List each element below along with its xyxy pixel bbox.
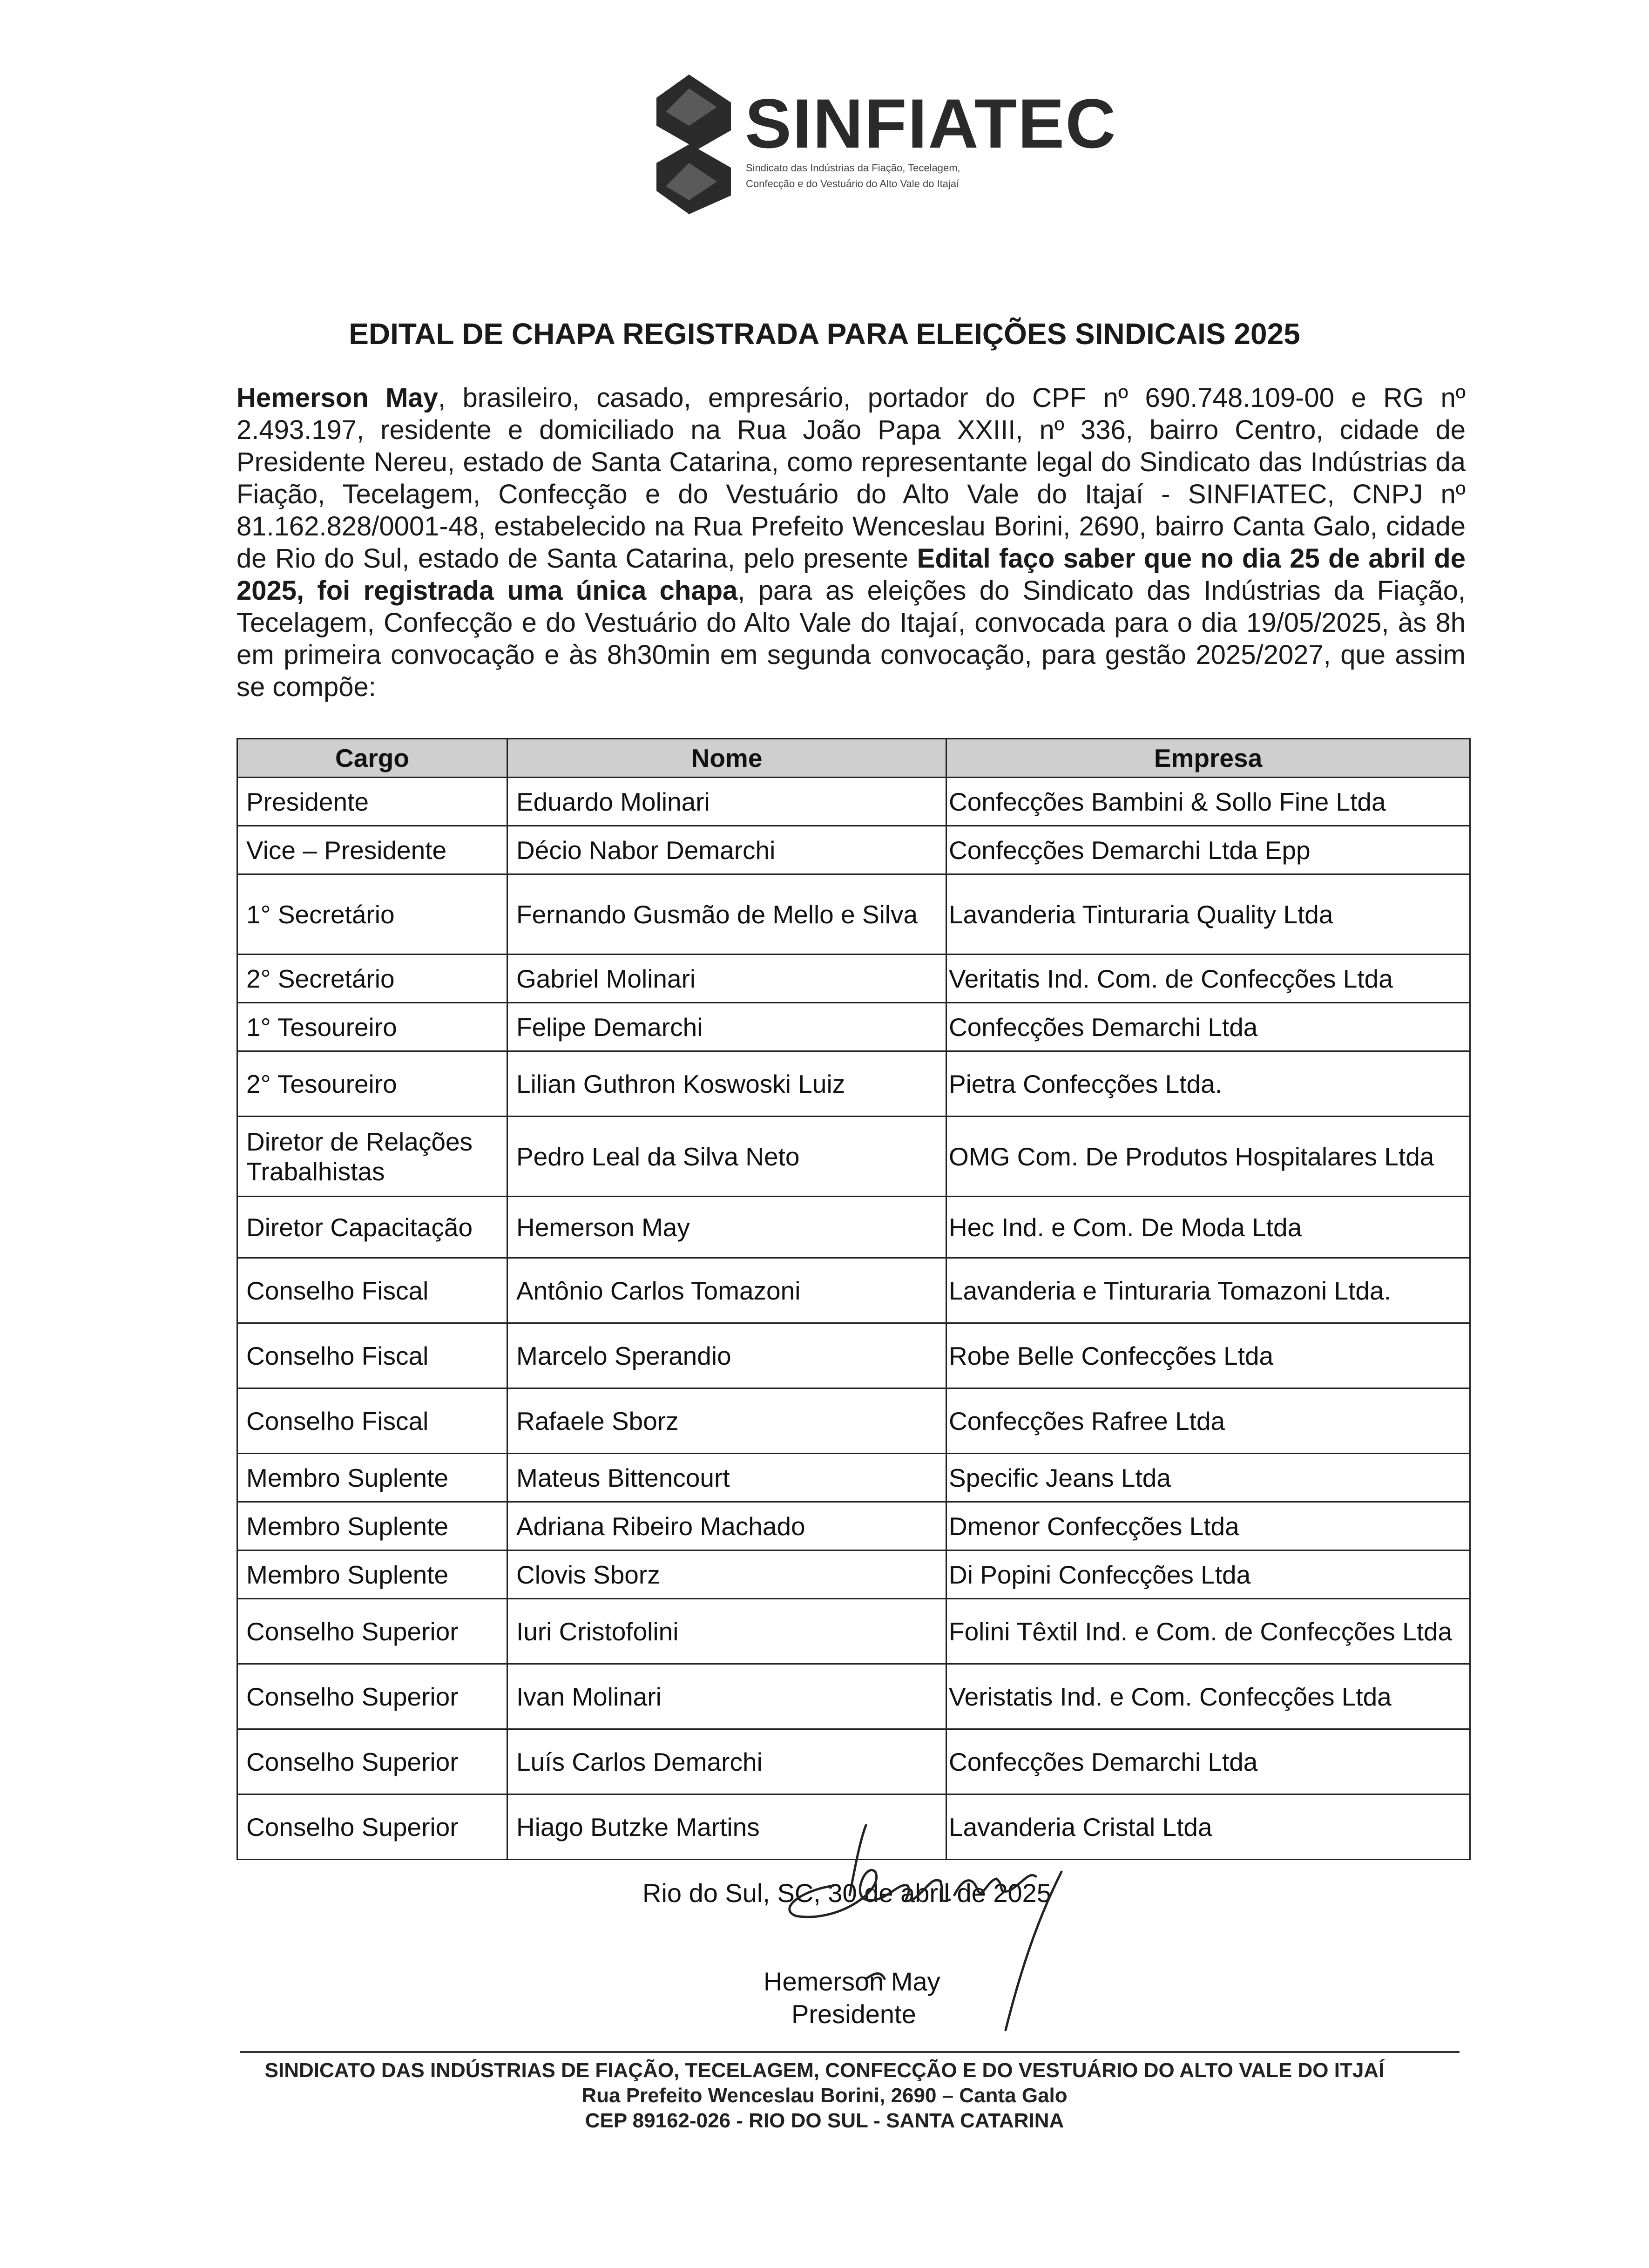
cell-empresa: Confecções Bambini & Sollo Fine Ltda [946, 778, 1470, 826]
cell-empresa: Specific Jeans Ltda [946, 1454, 1470, 1502]
cell-cargo: 1° Secretário [237, 874, 507, 955]
cell-empresa: Confecções Demarchi Ltda [946, 1729, 1470, 1794]
cell-empresa: OMG Com. De Produtos Hospitalares Ltda [946, 1117, 1470, 1197]
footer-organization: SINDICATO DAS INDÚSTRIAS DE FIAÇÃO, TECELAGEM, CONFECÇÃO E DO VESTUÁRIO DO ALTO VALE DO ITJAÍ [264, 2059, 1385, 2082]
cell-nome: Antônio Carlos Tomazoni [507, 1258, 946, 1323]
logo-title: SINFIATEC [745, 84, 1117, 162]
table-row [237, 1599, 1470, 1664]
header-cargo: Cargo [237, 739, 507, 778]
table-header-row [237, 739, 1470, 778]
cell-cargo: Diretor Capacitação [237, 1197, 507, 1258]
cell-cargo: Membro Suplente [237, 1454, 507, 1502]
table-row [237, 1664, 1470, 1729]
table-row [237, 1323, 1470, 1388]
cell-empresa: Di Popini Confecções Ltda [946, 1550, 1470, 1599]
cell-nome: Adriana Ribeiro Machado [507, 1502, 946, 1550]
logo-subtitle-line-2: Confecção e do Vestuário do Alto Vale do Itajaí [746, 178, 960, 190]
paragraph-part-1: , brasileiro, casado, empresário, portador do CPF nº 690.748.109-00 e RG nº 2.493.197, residente e domiciliado na Rua João Papa XXIII, nº 336, bairro Centro, cidade de Presidente Nereu, estado de Santa Catarina, como representante legal do Sindicato das Indústrias da Fiação, Tecelagem, Confecção e do Vestuário do Alto Vale do Itajaí - SINFIATEC, CNPJ nº 81.162.828/0001-48, estabelecido na Rua Prefeito Wenceslau Borini, 2690, bairro Canta Galo, cidade de Rio do Sul, estado de Santa Catarina, pelo presente [237, 383, 1466, 574]
cell-nome: Décio Nabor Demarchi [507, 826, 946, 874]
footer-address: Rua Prefeito Wenceslau Borini, 2690 – Canta Galo [581, 2084, 1068, 2107]
cell-empresa: Confecções Rafree Ltda [946, 1388, 1470, 1454]
cell-cargo: Conselho Superior [237, 1729, 507, 1794]
table-row [237, 1197, 1470, 1258]
table-row [237, 1454, 1470, 1502]
table-row [237, 1388, 1470, 1454]
representative-name: Hemerson May [237, 383, 438, 413]
cell-empresa: Pietra Confecções Ltda. [946, 1051, 1470, 1117]
cell-nome: Clovis Sborz [507, 1550, 946, 1599]
paragraph-part-2: , para as eleições do Sindicato das Indústrias da Fiação, Tecelagem, Confecção e do Vestuário do Alto Vale do Itajaí, convocada para o dia 19/05/2025, às 8h em primeira convocação e às 8h30min em segunda convocação, para gestão 2025/2027, que assim se compõe: [237, 575, 1466, 702]
table-row [237, 1003, 1470, 1051]
cell-empresa: Confecções Demarchi Ltda [946, 1003, 1470, 1051]
cell-cargo: 1° Tesoureiro [237, 1003, 507, 1051]
signer-name: Hemerson May [764, 1967, 940, 1996]
cell-empresa: Folini Têxtil Ind. e Com. de Confecções Ltda [946, 1599, 1470, 1664]
header-nome: Nome [507, 739, 946, 778]
cell-nome: Eduardo Molinari [507, 778, 946, 826]
table-row [237, 826, 1470, 874]
table-row [237, 874, 1470, 955]
table-row [237, 1117, 1470, 1197]
cell-cargo: Conselho Fiscal [237, 1323, 507, 1388]
cell-nome: Marcelo Sperandio [507, 1323, 946, 1388]
cell-nome: Hiago Butzke Martins [507, 1794, 946, 1860]
cell-empresa: Robe Belle Confecções Ltda [946, 1323, 1470, 1388]
cell-empresa: Dmenor Confecções Ltda [946, 1502, 1470, 1550]
cell-nome: Gabriel Molinari [507, 955, 946, 1003]
cell-cargo: Conselho Fiscal [237, 1258, 507, 1323]
chapa-table [237, 738, 1471, 1860]
cell-nome: Luís Carlos Demarchi [507, 1729, 946, 1794]
paragraph-bold-notice: Edital faço saber que no dia 25 de abril de 2025, foi registrada uma única chapa [237, 543, 1466, 606]
cell-nome: Hemerson May [507, 1197, 946, 1258]
cell-cargo: Conselho Superior [237, 1794, 507, 1860]
cell-cargo: Membro Suplente [237, 1550, 507, 1599]
cell-cargo: Conselho Superior [237, 1664, 507, 1729]
table-row [237, 955, 1470, 1003]
signer-role: Presidente [791, 1999, 916, 2029]
cell-nome: Mateus Bittencourt [507, 1454, 946, 1502]
cell-empresa: Lavanderia Tinturaria Quality Ltda [946, 874, 1470, 955]
header-empresa: Empresa [946, 739, 1470, 778]
cell-cargo: 2° Tesoureiro [237, 1051, 507, 1117]
place-and-date: Rio do Sul, SC, 30 de abril de 2025 [642, 1878, 1051, 1908]
table-row [237, 1502, 1470, 1550]
table-row [237, 1258, 1470, 1323]
sinfiatec-logo [638, 70, 1117, 219]
cell-nome: Ivan Molinari [507, 1664, 946, 1729]
cell-empresa: Lavanderia e Tinturaria Tomazoni Ltda. [946, 1258, 1470, 1323]
table-row [237, 1729, 1470, 1794]
cell-cargo: Vice – Presidente [237, 826, 507, 874]
table-row [237, 778, 1470, 826]
cell-cargo: Diretor de Relações Trabalhistas [237, 1117, 507, 1197]
cell-nome: Rafaele Sborz [507, 1388, 946, 1454]
logo-subtitle-line-1: Sindicato das Indústrias da Fiação, Tecelagem, [746, 162, 960, 174]
table-row [237, 1550, 1470, 1599]
cell-nome: Lilian Guthron Koswoski Luiz [507, 1051, 946, 1117]
cell-empresa: Veritatis Ind. Com. de Confecções Ltda [946, 955, 1470, 1003]
cell-empresa: Confecções Demarchi Ltda Epp [946, 826, 1470, 874]
cell-nome: Felipe Demarchi [507, 1003, 946, 1051]
footer-postal: CEP 89162-026 - RIO DO SUL - SANTA CATARINA [585, 2109, 1064, 2132]
cell-nome: Fernando Gusmão de Mello e Silva [507, 874, 946, 955]
edital-paragraph [237, 382, 1466, 703]
cell-nome: Iuri Cristofolini [507, 1599, 946, 1664]
document-title: EDITAL DE CHAPA REGISTRADA PARA ELEIÇÕES SINDICAIS 2025 [349, 317, 1300, 351]
cell-cargo: Conselho Superior [237, 1599, 507, 1664]
cell-nome: Pedro Leal da Silva Neto [507, 1117, 946, 1197]
cell-empresa: Veristatis Ind. e Com. Confecções Ltda [946, 1664, 1470, 1729]
logo-emblem-icon [638, 70, 750, 219]
cell-cargo: Presidente [237, 778, 507, 826]
cell-cargo: Membro Suplente [237, 1502, 507, 1550]
cell-cargo: 2° Secretário [237, 955, 507, 1003]
cell-empresa: Hec Ind. e Com. De Moda Ltda [946, 1197, 1470, 1258]
cell-empresa: Lavanderia Cristal Ltda [946, 1794, 1470, 1860]
cell-cargo: Conselho Fiscal [237, 1388, 507, 1454]
table-row [237, 1051, 1470, 1117]
footer-divider [240, 2051, 1460, 2053]
